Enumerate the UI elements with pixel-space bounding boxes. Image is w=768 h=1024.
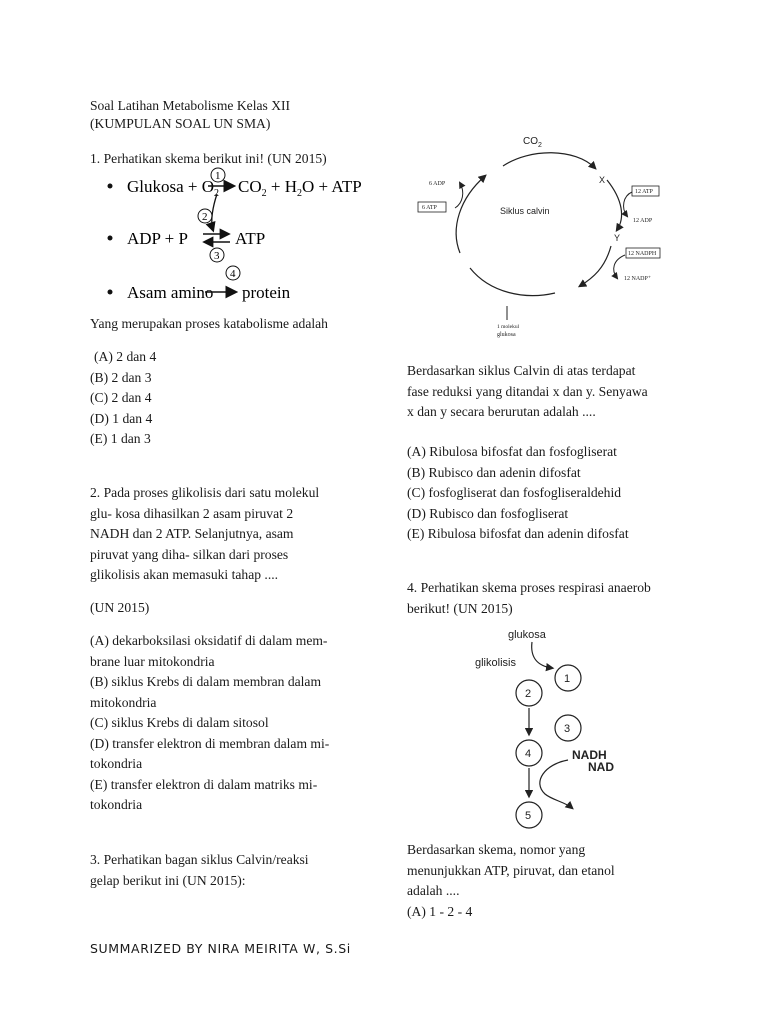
q1-option: (D) 1 dan 4 <box>90 410 153 426</box>
q2-option: tokondria <box>90 797 143 812</box>
co2-label: $CO_2$ <box>523 136 542 149</box>
q1-row3-right: protein <box>242 283 291 302</box>
atp6-label: 6 ATP <box>422 205 437 211</box>
bullet-icon <box>108 290 113 295</box>
molekul-label: 1 molekul <box>497 324 520 330</box>
q4-line: berikut! (UN 2015) <box>407 600 513 616</box>
q2-option: tokondria <box>90 756 143 771</box>
q3-option: (D) Rubisco dan fosfogliserat <box>407 505 569 521</box>
q3-option: (B) Rubisco dan adenin difosfat <box>407 464 581 480</box>
footer-credit: SUMMARIZED BY NIRA MEIRITA W, S.Si <box>90 941 351 956</box>
q1-row1-left: Glukosa + $O_2$ <box>127 177 220 199</box>
y-label: Y <box>614 233 621 243</box>
cycle-arc-right-upper <box>607 180 622 230</box>
q3-option: (C) fosfogliserat dan fosfogliseraldehid <box>407 485 622 500</box>
q1-options <box>90 347 156 450</box>
q3-question-line: x dan y secara berurutan adalah .... <box>407 404 596 419</box>
glikolisis-label: glikolisis <box>475 657 516 669</box>
anaerobic-respiration-diagram <box>470 622 614 837</box>
q3-question-line: fase reduksi yang ditandai x dan y. Senyawa <box>407 383 648 399</box>
nadph-arrow <box>614 255 625 278</box>
bullet-icon <box>108 236 113 241</box>
q2-line: 2. Pada proses glikolisis dari satu molekul <box>90 485 320 500</box>
q2-options <box>90 631 329 816</box>
q4-line: 4. Perhatikan skema proses respirasi anaerob <box>407 580 651 595</box>
cycle-arc-right-lower <box>580 246 611 286</box>
q3-option: (E) Ribulosa bifosfat dan adenin difosfat <box>407 526 629 541</box>
bullet-icon <box>108 184 113 189</box>
document-subtitle: (KUMPULAN SOAL UN SMA) <box>90 116 271 131</box>
glukosa-label: glukosa <box>508 629 546 641</box>
q3-option: (A) Ribulosa bifosfat dan fosfogliserat <box>407 444 617 459</box>
nadh-arrow <box>540 760 572 808</box>
q2-year: (UN 2015) <box>90 600 150 615</box>
q4-question-line: Berdasarkan skema, nomor yang <box>407 842 586 857</box>
num-1: 1 <box>564 673 571 685</box>
q1-option: (C) 2 dan 4 <box>90 390 152 405</box>
q4-option: (A) 1 - 2 - 4 <box>407 903 473 919</box>
q2-option: (D) transfer elektron di membran dalam mi- <box>90 735 330 751</box>
q1-row2-right: ATP <box>235 229 266 248</box>
q4-question-line: menunjukkan ATP, piruvat, dan etanol <box>407 862 615 878</box>
x-label: X <box>599 175 606 185</box>
cycle-arc-left <box>456 176 485 253</box>
nadph12-label: 12 NADPH <box>628 251 657 257</box>
atp12-arrow <box>624 192 632 216</box>
q1-option: (A) 2 dan 4 <box>94 349 157 364</box>
q3-options <box>407 442 629 545</box>
q1-row1-right: $CO_2 + H_2O$ + ATP <box>238 177 362 199</box>
number-4: 4 <box>230 268 236 280</box>
nadp12-label: 12 NADP⁺ <box>624 276 652 282</box>
q1-row2-left: ADP + P <box>127 229 188 248</box>
atp12-label: 12 ATP <box>635 189 653 195</box>
q2-option: mitokondria <box>90 694 157 710</box>
cycle-center-label: Siklus calvin <box>500 206 550 216</box>
document-title: Soal Latihan Metabolisme Kelas XII <box>90 98 291 113</box>
q2-option: (E) transfer elektron di dalam matriks mi- <box>90 776 318 792</box>
q4-question <box>407 840 615 922</box>
adp-arrow <box>455 183 463 208</box>
adp6-label: 6 ADP <box>429 181 446 187</box>
num-3: 3 <box>564 723 571 735</box>
q1-row3-left: Asam amino <box>127 283 214 302</box>
glikolisis-arrow <box>532 642 552 668</box>
q1-prompt: 1. Perhatikan skema berikut ini! (UN 2015) <box>90 151 327 166</box>
q3-line: 3. Perhatikan bagan siklus Calvin/reaksi <box>90 852 309 867</box>
calvin-cycle-diagram <box>415 128 680 343</box>
q1-metabolism-diagram <box>95 166 362 306</box>
q2-option: (A) dekarboksilasi oksidatif di dalam mem- <box>90 633 328 648</box>
q2-option: brane luar mitokondria <box>90 653 215 669</box>
number-2: 2 <box>202 211 208 223</box>
cycle-arc-top <box>503 153 595 168</box>
num-2: 2 <box>525 688 532 700</box>
curved-arrow-2 <box>212 194 217 230</box>
nadh-label: NADH <box>572 748 607 762</box>
q1-option: (B) 2 dan 3 <box>90 369 152 385</box>
num-4: 4 <box>525 748 532 760</box>
q4-question-line: adalah .... <box>407 883 460 898</box>
cycle-arc-bottom <box>470 268 555 296</box>
glukosa-label: glukosa <box>497 332 516 338</box>
q2-line: glu- kosa dihasilkan 2 asam piruvat 2 <box>90 505 294 521</box>
q2-line: piruvat yang diha- silkan dari proses <box>90 546 289 562</box>
q3-question-line: Berdasarkan siklus Calvin di atas terdapat <box>407 363 636 378</box>
q2-option: (C) siklus Krebs di dalam sitosol <box>90 715 269 730</box>
q2-line: NADH dan 2 ATP. Selanjutnya, asam <box>90 526 294 541</box>
nad-label: NAD <box>588 760 614 774</box>
q2-prompt <box>90 483 319 586</box>
q2-option: (B) siklus Krebs di dalam membran dalam <box>90 674 322 689</box>
number-3: 3 <box>214 250 220 262</box>
adp12-label: 12 ADP <box>633 218 653 224</box>
q3-prompt <box>90 850 309 891</box>
q2-line: glikolisis akan memasuki tahap .... <box>90 567 279 582</box>
q3-line: gelap berikut ini (UN 2015): <box>90 872 246 888</box>
q3-question <box>407 361 648 423</box>
q1-question: Yang merupakan proses katabolisme adalah <box>90 316 328 331</box>
number-1: 1 <box>215 170 221 182</box>
q4-prompt <box>407 578 651 619</box>
q1-option: (E) 1 dan 3 <box>90 431 151 446</box>
num-5: 5 <box>525 810 532 822</box>
